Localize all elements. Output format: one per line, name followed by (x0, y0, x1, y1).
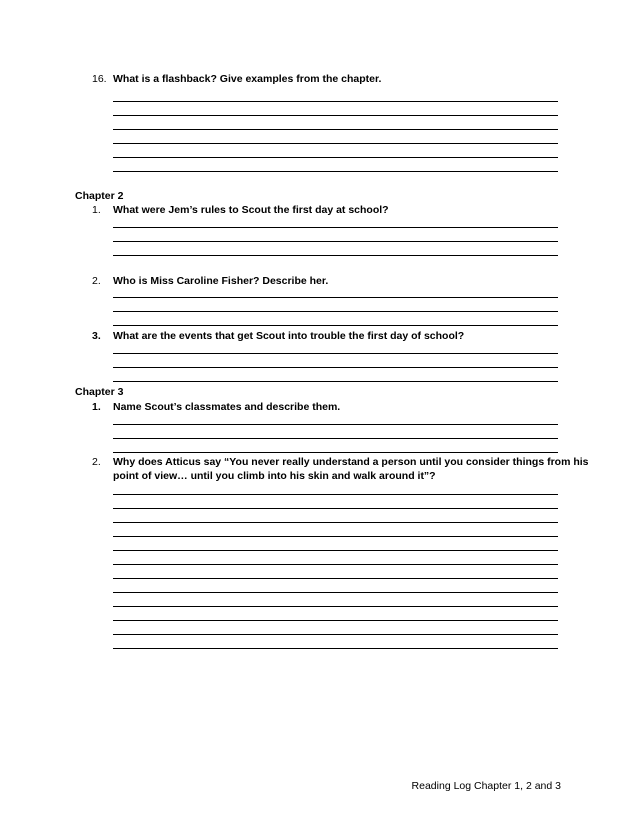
answer-line[interactable] (113, 255, 558, 256)
answer-line[interactable] (113, 101, 558, 102)
question-number: 2. (92, 456, 101, 468)
answer-line[interactable] (113, 227, 558, 228)
answer-line[interactable] (113, 648, 558, 649)
answer-line[interactable] (113, 494, 558, 495)
answer-line[interactable] (113, 522, 558, 523)
answer-line[interactable] (113, 634, 558, 635)
question-number: 1. (92, 204, 101, 216)
answer-line[interactable] (113, 325, 558, 326)
question-number: 1. (92, 401, 101, 413)
answer-line[interactable] (113, 297, 558, 298)
answer-line[interactable] (113, 311, 558, 312)
answer-line[interactable] (113, 367, 558, 368)
answer-line[interactable] (113, 592, 558, 593)
question-number: 2. (92, 275, 101, 287)
page-footer: Reading Log Chapter 1, 2 and 3 (411, 780, 561, 792)
question-text: What were Jem’s rules to Scout the first day at school? (113, 204, 389, 216)
answer-line[interactable] (113, 381, 558, 382)
chapter-heading: Chapter 3 (75, 386, 124, 398)
answer-line[interactable] (113, 606, 558, 607)
question-text: Who is Miss Caroline Fisher? Describe her. (113, 275, 329, 287)
answer-line[interactable] (113, 115, 558, 116)
answer-line[interactable] (113, 353, 558, 354)
question-number: 16. (92, 73, 107, 85)
answer-line[interactable] (113, 452, 558, 453)
question-number: 3. (92, 330, 101, 342)
answer-line[interactable] (113, 438, 558, 439)
question-text: What is a flashback? Give examples from the chapter. (113, 73, 382, 85)
question-text: What are the events that get Scout into trouble the first day of school? (113, 330, 465, 342)
question-text-line1: Why does Atticus say “You never really understand a person until you consider things from his (113, 456, 589, 468)
answer-line[interactable] (113, 143, 558, 144)
answer-line[interactable] (113, 578, 558, 579)
question-text-line2: point of view… until you climb into his skin and walk around it”? (113, 470, 436, 482)
answer-line[interactable] (113, 536, 558, 537)
answer-line[interactable] (113, 424, 558, 425)
answer-line[interactable] (113, 129, 558, 130)
question-text: Name Scout’s classmates and describe them. (113, 401, 341, 413)
answer-line[interactable] (113, 508, 558, 509)
answer-line[interactable] (113, 564, 558, 565)
answer-line[interactable] (113, 171, 558, 172)
chapter-heading: Chapter 2 (75, 190, 124, 202)
answer-line[interactable] (113, 241, 558, 242)
answer-line[interactable] (113, 157, 558, 158)
answer-line[interactable] (113, 550, 558, 551)
answer-line[interactable] (113, 620, 558, 621)
